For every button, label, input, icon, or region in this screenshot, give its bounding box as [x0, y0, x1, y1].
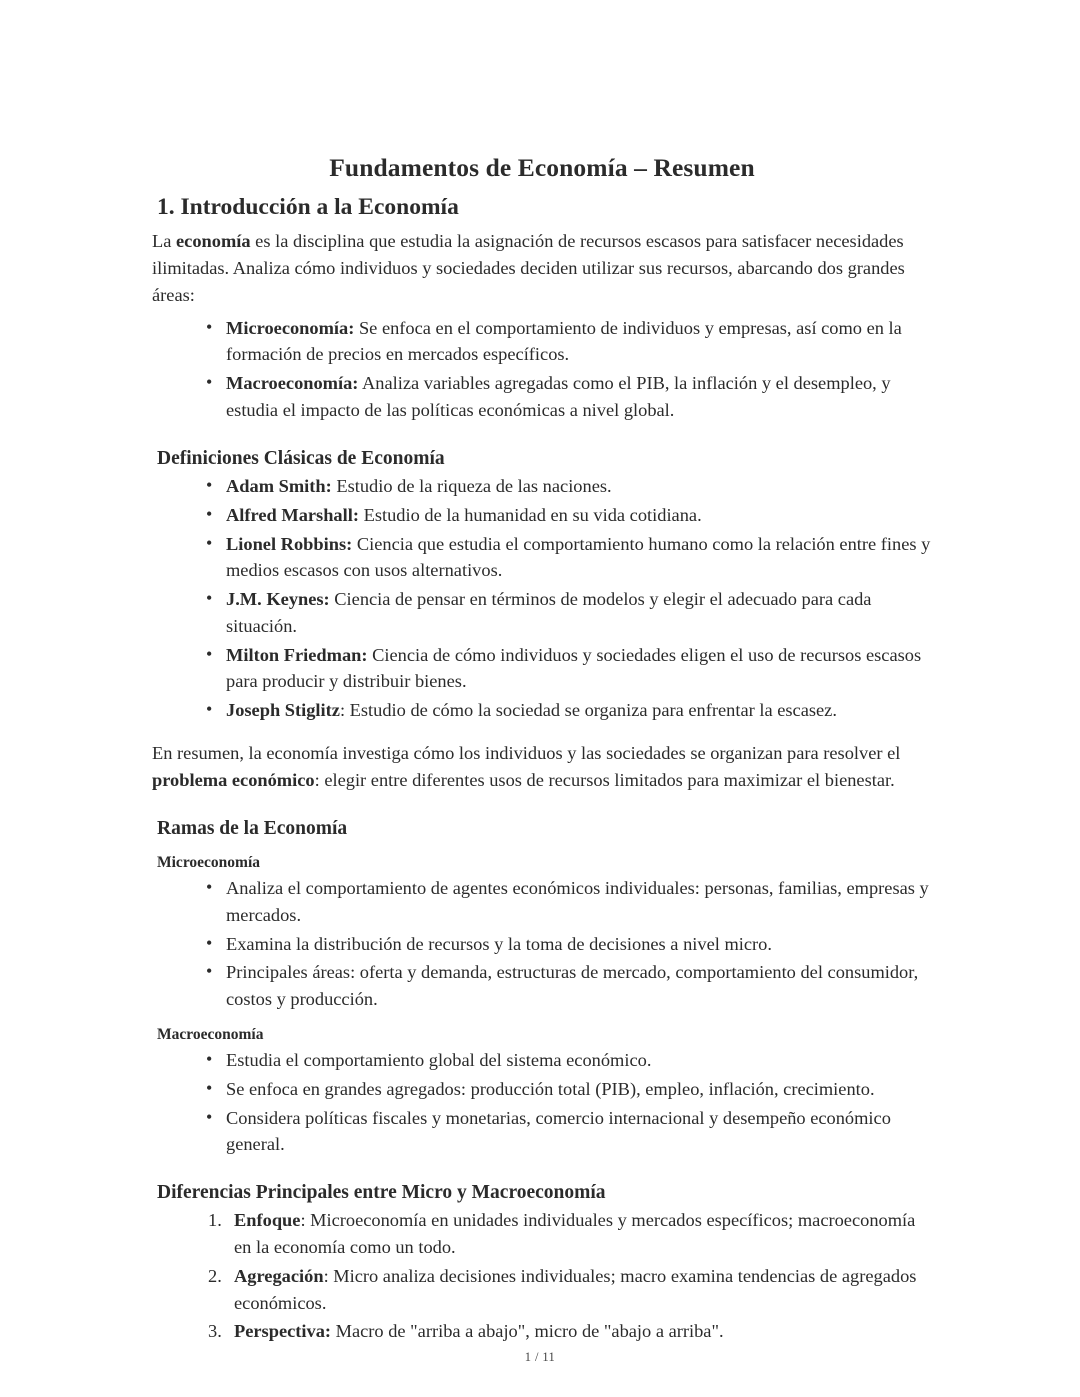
- list-item: • Se enfoca en grandes agregados: producción total (PIB), empleo, inflación, crecimiento.: [208, 1076, 932, 1103]
- definition-text: : Estudio de cómo la sociedad se organiza para enfrentar la escasez.: [339, 700, 837, 721]
- page-number-footer: 1 / 11: [524, 1350, 556, 1364]
- section-heading-introduccion: 1. Introducción a la Economía: [157, 193, 459, 220]
- list-item: [208, 697, 932, 724]
- subsection-heading-diferencias: Diferencias Principales entre Micro y Macroeconomía: [157, 1182, 606, 1204]
- definition-text: Estudio de la riqueza de las naciones.: [331, 476, 612, 497]
- summary-paragraph: [152, 740, 932, 794]
- macroeconomia-list: [152, 1047, 932, 1158]
- minor-heading-macroeconomia: Macroeconomía: [157, 1025, 264, 1043]
- differences-list: [152, 1207, 932, 1345]
- definition-text: Ciencia de cómo individuos y sociedades eligen el uso de recursos escasos para producir y distribuir bienes.: [226, 644, 922, 692]
- definition-author: Alfred Marshall:: [226, 504, 359, 525]
- difference-term: Enfoque: [234, 1210, 301, 1231]
- definition-author: Lionel Robbins:: [226, 533, 353, 554]
- difference-term: Perspectiva:: [234, 1321, 332, 1342]
- definitions-list: [152, 473, 932, 724]
- intro-bold-term: economía: [176, 231, 251, 252]
- document-content: [152, 152, 932, 1349]
- summary-rest: : elegir entre diferentes usos de recursos limitados para maximizar el bienestar.: [314, 769, 895, 790]
- list-item: • Considera políticas fiscales y monetarias, comercio internacional y desempeño económico general.: [208, 1105, 932, 1159]
- intro-paragraph: [152, 228, 932, 308]
- definition-author: Adam Smith:: [226, 476, 332, 497]
- definition-text: Estudio de la humanidad en su vida cotidiana.: [358, 504, 702, 525]
- list-item: [208, 315, 932, 369]
- area-text: Analiza variables agregadas como el PIB, la inflación y el desempleo, y estudia el impacto de las políticas económicas a nivel global.: [226, 373, 891, 421]
- list-item: [208, 1318, 932, 1345]
- definition-author: J.M. Keynes:: [226, 589, 330, 610]
- microeconomia-list: [152, 875, 932, 1013]
- area-term: Macroeconomía:: [226, 373, 359, 394]
- area-term: Microeconomía:: [226, 317, 355, 338]
- list-item: • Principales áreas: oferta y demanda, estructuras de mercado, comportamiento del consumidor, costos y producción.: [208, 959, 932, 1013]
- subsection-heading-definiciones: Definiciones Clásicas de Economía: [157, 447, 445, 469]
- list-item: [208, 1207, 932, 1261]
- difference-text: : Microeconomía en unidades individuales y mercados específicos; macroeconomía en la economía como un todo.: [234, 1210, 916, 1258]
- difference-text: Macro de "arriba a abajo", micro de "abajo a arriba".: [331, 1321, 724, 1342]
- definition-text: Ciencia de pensar en términos de modelos y elegir el adecuado para cada situación.: [226, 589, 872, 636]
- document-title: Fundamentos de Economía – Resumen: [329, 153, 755, 182]
- definition-author: Milton Friedman:: [226, 644, 368, 665]
- list-item: [208, 642, 932, 696]
- intro-lead: La: [152, 231, 176, 252]
- minor-heading-microeconomia: Microeconomía: [157, 853, 261, 871]
- list-item: [208, 531, 932, 585]
- summary-lead: En resumen, la economía investiga cómo los individuos y las sociedades se organizan para resolver el: [152, 743, 901, 764]
- subsection-heading-ramas: Ramas de la Economía: [157, 817, 348, 839]
- summary-bold-term: problema económico: [152, 769, 315, 790]
- list-item: [208, 473, 932, 500]
- definition-author: Joseph Stiglitz: [226, 700, 340, 721]
- list-item: • Analiza el comportamiento de agentes económicos individuales: personas, familias, empresas y mercados.: [208, 875, 932, 929]
- difference-term: Agregación: [234, 1265, 324, 1286]
- list-item: [208, 502, 932, 529]
- list-item: [208, 370, 932, 424]
- list-item: • Examina la distribución de recursos y la toma de decisiones a nivel micro.: [208, 931, 932, 958]
- list-item: • Estudia el comportamiento global del sistema económico.: [208, 1047, 932, 1074]
- difference-text: : Micro analiza decisiones individuales; macro examina tendencias de agregados económicos.: [234, 1265, 917, 1313]
- area-text: Se enfoca en el comportamiento de individuos y empresas, así como en la formación de precios en mercados específicos.: [226, 317, 902, 365]
- areas-list: [152, 315, 932, 424]
- list-item: [208, 586, 932, 640]
- intro-rest: es la disciplina que estudia la asignación de recursos escasos para satisfacer necesidades ilimitadas. Analiza cómo individuos y sociedades deciden utilizar sus recursos, abarcando dos grandes áreas:: [152, 231, 905, 305]
- definition-text: Ciencia que estudia el comportamiento humano como la relación entre fines y medios escasos con usos alternativos.: [226, 533, 931, 581]
- list-item: [208, 1263, 932, 1317]
